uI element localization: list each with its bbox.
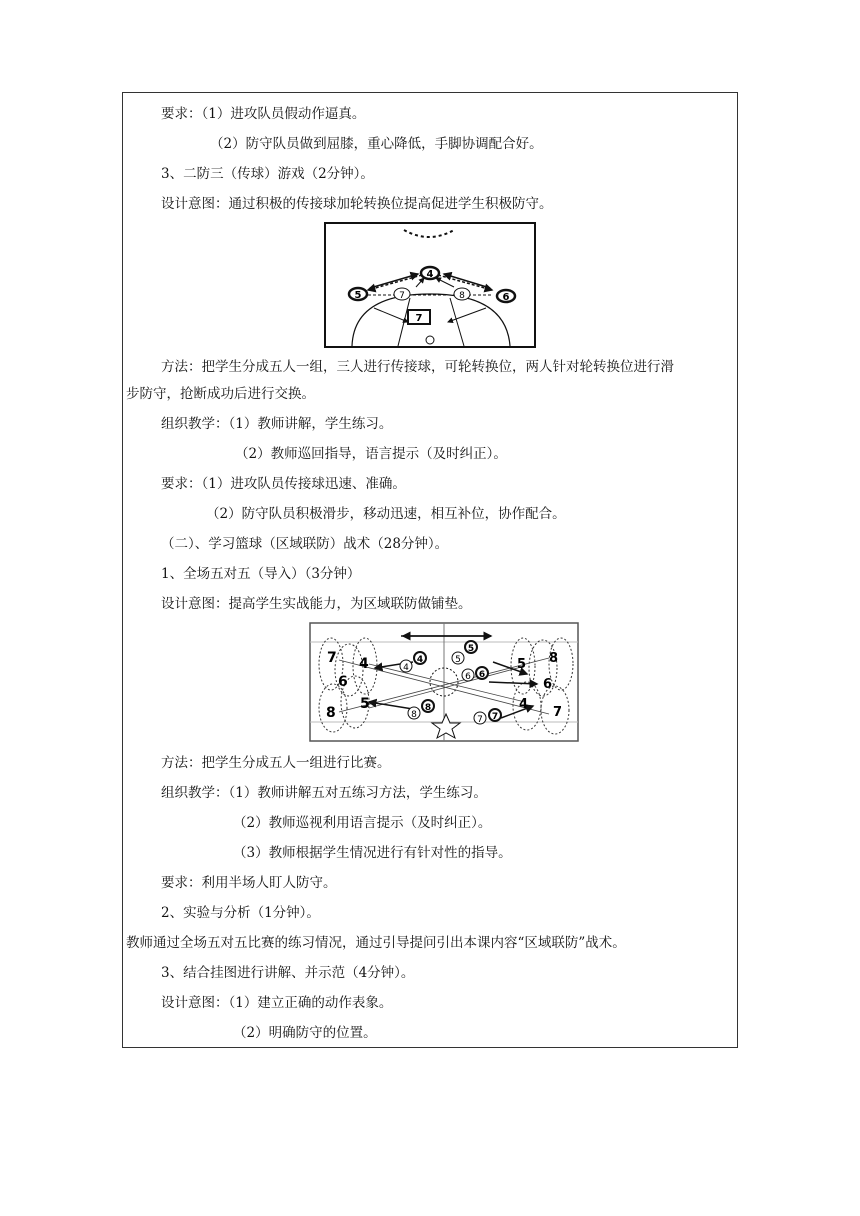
text-line: 教师通过全场五对五比赛的练习情况，通过引导提问引出本课内容“区域联防”战术。 [126,935,626,951]
text-line: 组织教学：（1）教师讲解五对五练习方法，学生练习。 [161,785,487,801]
player-6-label: 6 [502,292,510,303]
right-player-6: 6 [543,677,553,692]
text-line: （2）明确防守的位置。 [233,1025,377,1041]
player-8-label: 8 [459,291,465,301]
player-4-outline: 4 [403,663,409,673]
player-8-bold: 8 [424,703,432,713]
text-line: 方法：把学生分成五人一组，三人进行传接球，可轮转换位，两人针对轮转换位进行滑 [161,359,674,375]
full-court-five-on-five-diagram [309,622,579,742]
text-line: 设计意图：提高学生实战能力，为区域联防做铺垫。 [161,596,472,612]
left-player-5: 5 [360,696,370,712]
left-player-8: 8 [326,705,336,721]
left-player-7: 7 [327,650,337,666]
text-line: （3）教师根据学生情况进行有针对性的指导。 [233,845,512,861]
player-8-outline: 8 [411,710,417,720]
text-line: （2）防守队员积极滑步，移动迅速，相互补位，协作配合。 [206,506,566,522]
right-player-5: 5 [517,657,527,672]
player-7-outline: 7 [477,715,483,725]
text-line: （2）教师巡回指导，语言提示（及时纠正）。 [235,446,507,462]
player-4-bold: 4 [416,655,424,665]
text-line: 要求：（1）进攻队员假动作逼真。 [161,106,366,122]
text-line: 设计意图：通过积极的传接球加轮转换位提高促进学生积极防守。 [161,196,553,212]
text-line: （2）教师巡视利用语言提示（及时纠正）。 [233,815,492,831]
player-5-bold: 5 [467,644,475,654]
text-line: 2、实验与分析（1分钟）。 [161,905,320,921]
player-6-outline: 6 [465,672,471,682]
player-5-label: 5 [354,290,362,301]
player-7-label: 7 [399,291,405,301]
text-line: 组织教学：（1）教师讲解，学生练习。 [161,416,393,432]
player-7-bold: 7 [491,712,499,722]
right-player-7: 7 [553,705,563,720]
player-4-label: 4 [426,269,434,280]
text-line: 方法：把学生分成五人一组进行比赛。 [161,755,391,771]
right-player-8: 8 [549,651,559,666]
text-line: 要求：利用半场人盯人防守。 [161,875,337,891]
text-line: 3、结合挂图进行讲解、并示范（4分钟）。 [161,965,415,981]
text-line: （二）、学习篮球（区域联防）战术（28分钟）。 [161,536,449,552]
text-line: （2）防守队员做到屈膝，重心降低，手脚协调配合好。 [210,136,543,152]
text-line: 要求：（1）进攻队员传接球迅速、准确。 [161,476,406,492]
two-defend-three-diagram [324,222,536,348]
text-line: 1、全场五对五（导入）（3分钟） [161,566,361,582]
text-line: 设计意图：（1）建立正确的动作表象。 [161,995,393,1011]
left-player-4: 4 [359,656,369,672]
player-6-bold: 6 [478,670,486,680]
text-line: 3、二防三（传球）游戏（2分钟）。 [161,166,374,182]
player-7-square-label: 7 [415,313,423,324]
player-5-outline: 5 [455,655,461,665]
left-player-6: 6 [338,674,348,690]
text-line: 步防守，抢断成功后进行交换。 [126,386,315,402]
right-player-4: 4 [519,697,529,712]
